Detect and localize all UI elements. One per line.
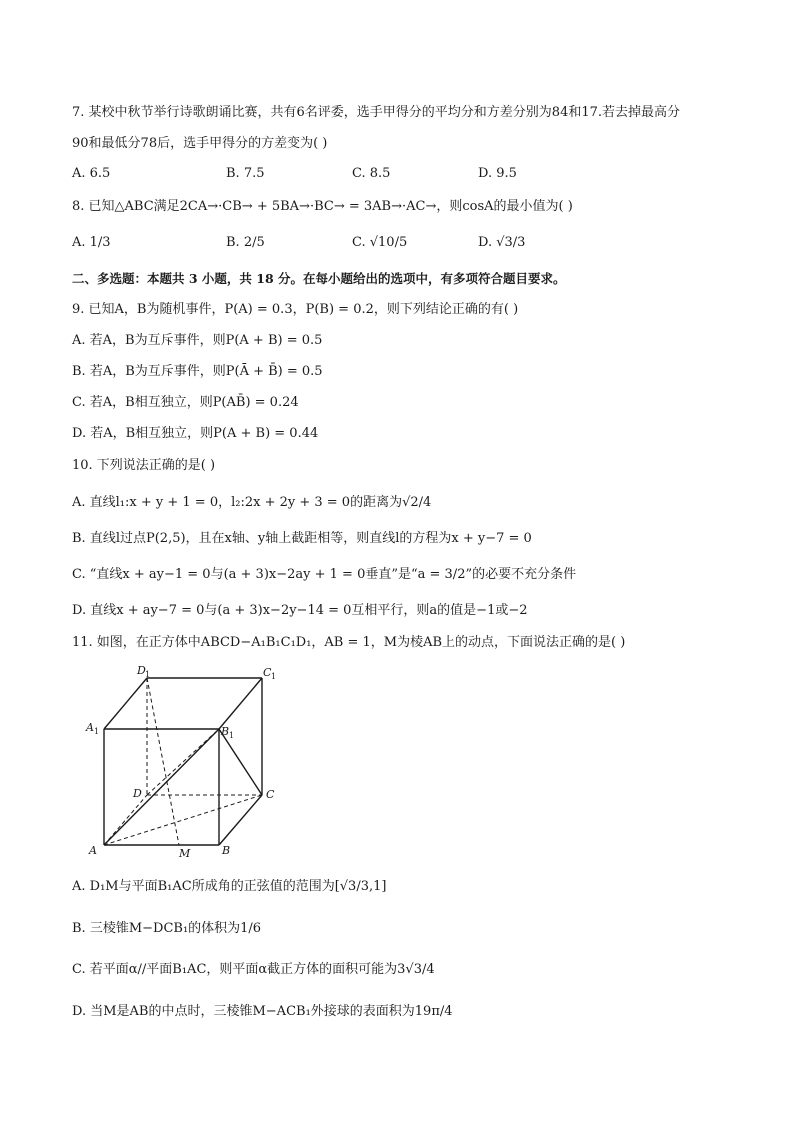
q11-option-d: D. 当M是AB的中点时，三棱锥M−ACB₁外接球的表面积为19π/4 [72, 1004, 453, 1019]
edge-bc [219, 795, 262, 845]
label-m: M [179, 847, 191, 860]
label-a1: A [86, 721, 94, 734]
label-d: D [133, 787, 142, 800]
q10-option-c: C. “直线x + ay−1 = 0与(a + 3)x−2ay + 1 = 0垂直”是“a = 3/2”的必要不充分条件 [72, 567, 577, 582]
q10-option-a: A. 直线l₁:x + y + 1 = 0，l₂:2x + 2y + 3 = 0的距离为√2/4 [72, 495, 432, 510]
q10-stem: 10. 下列说法正确的是( ) [72, 458, 216, 473]
diagonal-b1c [219, 729, 262, 795]
label-d1-subscript: 1 [145, 670, 151, 679]
label-c1-subscript: 1 [271, 672, 277, 681]
label-a: A [89, 844, 97, 857]
q7-stem-line1: 7. 某校中秋节举行诗歌朗诵比赛，共有6名评委，选手甲得分的平均分和方差分别为84和17.若去掉最高分 [72, 105, 681, 120]
label-c1: C [263, 666, 272, 679]
label-d1: D [137, 664, 146, 677]
q11-option-b: B. 三棱锥M−DCB₁的体积为1/6 [72, 921, 262, 936]
hidden-segment-d1m [147, 678, 179, 845]
diagonal-ab1 [104, 729, 219, 845]
hidden-edge-ad [104, 795, 147, 845]
edge-d1a1 [104, 678, 147, 729]
q7-option-d: D. 9.5 [478, 166, 517, 181]
edge-c1b1 [219, 678, 262, 729]
q8-option-c: C. √10/5 [352, 235, 408, 250]
q8-option-a: A. 1/3 [72, 235, 111, 250]
label-b1-subscript: 1 [229, 731, 235, 740]
q7-option-c: C. 8.5 [352, 166, 391, 181]
q9-option-d: D. 若A，B相互独立，则P(A + B) = 0.44 [72, 426, 319, 441]
q10-option-b: B. 直线l过点P(2,5)，且在x轴、y轴上截距相等，则直线l的方程为x + y−7 = 0 [72, 531, 532, 546]
q10-option-d: D. 直线x + ay−7 = 0与(a + 3)x−2y−14 = 0互相平行，则a的值是−1或−2 [72, 603, 528, 618]
hidden-diagonal-ac [104, 795, 262, 845]
label-c: C [266, 788, 275, 801]
label-b1: B [221, 725, 230, 738]
label-a1-subscript: 1 [94, 727, 100, 736]
section-heading-multiple-choice: 二、多选题：本题共 3 小题，共 18 分。在每小题给出的选项中，有多项符合题目要求。 [72, 271, 566, 286]
q9-option-b: B. 若A，B为互斥事件，则P(Ā + B̄) = 0.5 [72, 364, 323, 379]
q7-option-b: B. 7.5 [226, 166, 265, 181]
q11-option-a: A. D₁M与平面B₁AC所成角的正弦值的范围为[√3/3,1] [72, 879, 387, 894]
q9-option-a: A. 若A，B为互斥事件，则P(A + B) = 0.5 [72, 333, 323, 348]
cube-figure [80, 660, 290, 865]
q9-stem: 9. 已知A，B为随机事件，P(A) = 0.3，P(B) = 0.2，则下列结论正确的有( ) [72, 302, 519, 317]
q8-option-b: B. 2/5 [226, 235, 265, 250]
q9-option-c: C. 若A，B相互独立，则P(AB̄) = 0.24 [72, 395, 299, 410]
q8-stem: 8. 已知△ABC满足2CA→·CB→ + 5BA→·BC→ = 3AB→·AC→，则cosA的最小值为( ) [72, 199, 573, 214]
q7-option-a: A. 6.5 [72, 166, 111, 181]
q7-stem-line2: 90和最低分78后，选手甲得分的方差变为( ) [72, 136, 328, 151]
label-b: B [222, 844, 231, 857]
q8-option-d: D. √3/3 [478, 235, 526, 250]
q11-stem: 11. 如图，在正方体中ABCD−A₁B₁C₁D₁，AB = 1，M为棱AB上的动点，下面说法正确的是( ) [72, 635, 626, 650]
q11-option-c: C. 若平面α//平面B₁AC，则平面α截正方体的面积可能为3√3/4 [72, 962, 435, 977]
